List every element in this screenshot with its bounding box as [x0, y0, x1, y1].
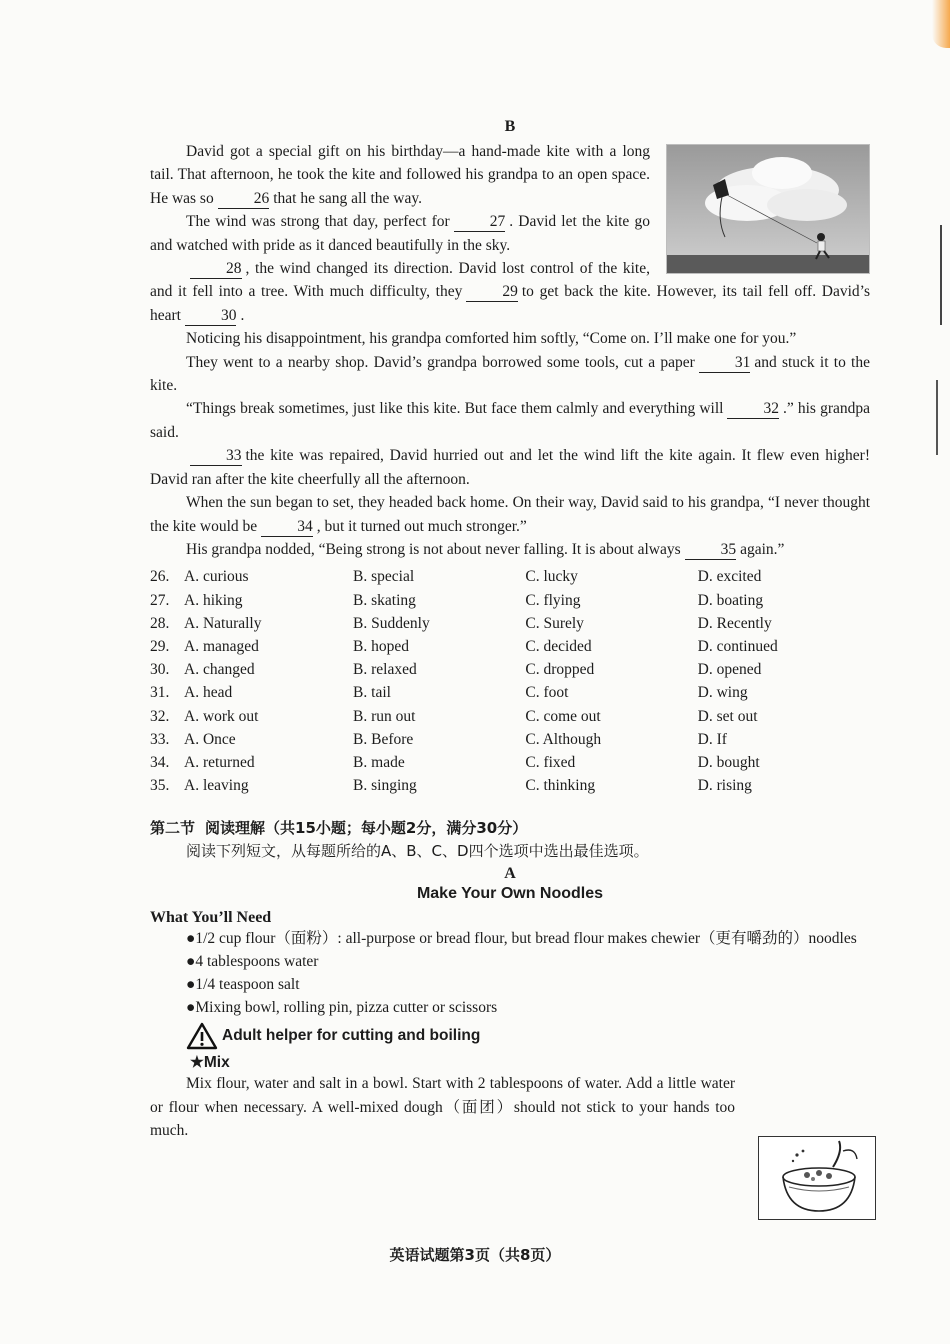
- option-c: C. foot: [525, 684, 569, 702]
- section-2-instruction: 阅读下列短文，从每题所给的A、B、C、D四个选项中选出最佳选项。: [186, 842, 649, 861]
- option-row: [150, 774, 870, 797]
- blank-26: 26: [218, 190, 270, 209]
- scan-edge-mark: [936, 380, 938, 455]
- option-b: B. made: [353, 753, 405, 771]
- page-edge-highlight: [932, 0, 950, 48]
- option-d: D. excited: [697, 568, 762, 586]
- option-row: [150, 658, 870, 681]
- option-b: B. special: [353, 568, 415, 586]
- option-d: D. If: [697, 730, 727, 748]
- passage-b-paragraph-5: They went to a nearby shop. David’s grandpa borrowed some tools, cut a paper 31 and stuck it to the kite.: [150, 353, 870, 395]
- blank-32: 32: [727, 400, 779, 419]
- mixing-bowl-illustration: [758, 1136, 876, 1220]
- option-b: B. run out: [353, 707, 416, 725]
- option-row: [150, 728, 870, 751]
- option-a: A. work out: [184, 707, 259, 725]
- blank-29: 29: [466, 283, 518, 302]
- cloze-options: [150, 565, 870, 797]
- option-row: [150, 705, 870, 728]
- option-a: A. managed: [184, 637, 259, 655]
- passage-b-letter: B: [504, 118, 516, 135]
- question-number: 34.: [150, 753, 170, 771]
- ingredient-item: ●1/2 cup flour（面粉）: all-purpose or bread flour, but bread flour makes chewier（更有嚼劲的）noodles: [186, 930, 857, 948]
- blank-31: 31: [699, 354, 751, 373]
- exam-page: [150, 118, 870, 1143]
- passage-b-paragraph-8: When the sun began to set, they headed back home. On their way, David said to his grandpa, “I never thought the kite would be 34 , but it turned out much stronger.”: [150, 494, 870, 535]
- passage-a-title: Make Your Own Noodles: [416, 885, 604, 903]
- blank-27: 27: [454, 213, 506, 232]
- blank-33: 33: [190, 447, 242, 466]
- adult-helper-warning: [186, 1019, 870, 1053]
- question-number: 33.: [150, 730, 170, 748]
- option-d: D. bought: [697, 753, 760, 771]
- mix-heading: ★Mix: [190, 1054, 230, 1072]
- blank-35: 35: [685, 541, 737, 560]
- option-b: B. Suddenly: [353, 614, 430, 632]
- section-2-subtitle: 阅读理解（共15小题；每小题2分，满分30分）: [205, 819, 528, 838]
- option-d: D. set out: [697, 707, 758, 725]
- option-a: A. leaving: [184, 777, 249, 795]
- option-c: C. thinking: [525, 777, 596, 795]
- passage-b-paragraph-2: The wind was strong that day, perfect for 27 . David let the kite go and watched with pride as it danced beautifully in the sky.: [150, 213, 650, 254]
- question-number: 26.: [150, 568, 170, 586]
- option-a: A. Naturally: [184, 614, 262, 632]
- question-number: 32.: [150, 707, 170, 725]
- passage-b-paragraph-4: Noticing his disappointment, his grandpa comforted him softly, “Come on. I’ll make one for you.”: [186, 330, 797, 348]
- question-number: 31.: [150, 684, 170, 702]
- option-a: A. changed: [184, 661, 255, 679]
- option-a: A. head: [184, 684, 233, 702]
- option-row: [150, 751, 870, 774]
- option-row: [150, 565, 870, 588]
- option-row: [150, 589, 870, 612]
- warning-icon: [186, 1022, 218, 1050]
- option-c: C. dropped: [525, 661, 595, 679]
- passage-b-paragraph-1: David got a special gift on his birthday—a hand-made kite with a long tail. That afternoon, he took the kite and followed his grandpa to an open space. He was so 26 that he sang all the way.: [150, 143, 650, 207]
- blank-28: 28: [190, 260, 242, 279]
- scan-edge-mark: [940, 225, 942, 325]
- option-d: D. Recently: [697, 614, 772, 632]
- option-a: A. returned: [184, 753, 255, 771]
- option-d: D. continued: [697, 637, 778, 655]
- option-b: B. Before: [353, 730, 414, 748]
- blank-30: 30: [185, 307, 237, 326]
- option-b: B. hoped: [353, 637, 410, 655]
- passage-b-paragraph-7: 33 the kite was repaired, David hurried out and let the wind lift the kite again. It flew even higher! David ran after the kite cheerfully all the afternoon.: [150, 447, 870, 488]
- option-b: B. skating: [353, 591, 416, 609]
- question-number: 30.: [150, 661, 170, 679]
- option-c: C. decided: [525, 637, 592, 655]
- option-a: A. hiking: [184, 591, 243, 609]
- option-d: D. opened: [697, 661, 762, 679]
- option-d: D. boating: [697, 591, 764, 609]
- option-c: C. come out: [525, 707, 601, 725]
- section-2-heading: [150, 817, 870, 838]
- option-c: C. Surely: [525, 614, 584, 632]
- passage-b-paragraph-9: His grandpa nodded, “Being strong is not about never falling. It is about always 35 again.”: [186, 540, 785, 558]
- option-c: C. flying: [525, 591, 581, 609]
- option-b: B. tail: [353, 684, 391, 702]
- option-d: D. wing: [697, 684, 748, 702]
- blank-34: 34: [261, 518, 313, 537]
- option-a: A. curious: [184, 568, 249, 586]
- need-heading: What You’ll Need: [150, 909, 272, 927]
- section-2-title: 第二节: [150, 819, 196, 838]
- option-a: A. Once: [184, 730, 236, 748]
- option-c: C. Although: [525, 730, 602, 748]
- option-row: [150, 635, 870, 658]
- warning-text: Adult helper for cutting and boiling: [222, 1027, 481, 1045]
- option-d: D. rising: [697, 777, 752, 795]
- option-b: B. relaxed: [353, 661, 417, 679]
- passage-b-paragraph-6: “Things break sometimes, just like this kite. But face them calmly and everything will 32 .” his grandpa said.: [150, 400, 871, 441]
- question-number: 27.: [150, 591, 170, 609]
- page-footer: 英语试题第3页（共8页）: [389, 1246, 561, 1264]
- passage-a-letter: A: [504, 865, 516, 883]
- option-b: B. singing: [353, 777, 417, 795]
- question-number: 28.: [150, 614, 170, 632]
- option-row: [150, 681, 870, 704]
- ingredient-item: ●Mixing bowl, rolling pin, pizza cutter or scissors: [186, 999, 498, 1017]
- option-c: C. fixed: [525, 753, 576, 771]
- mix-paragraph: Mix flour, water and salt in a bowl. Start with 2 tablespoons of water. Add a little water or flour when necessary. A well-mixed dough（面团）should not stick to your hands too much.: [150, 1075, 735, 1140]
- ingredient-item: ●1/4 teaspoon salt: [186, 976, 300, 994]
- option-c: C. lucky: [525, 568, 578, 586]
- question-number: 29.: [150, 637, 170, 655]
- passage-b-paragraph-3: 28 , the wind changed its direction. David lost control of the kite, and it fell into a tree. With much difficulty, they 29 to get back the kite. However, its tail fell off. David’s heart 30 .: [150, 260, 870, 324]
- kite-photo: [666, 144, 870, 274]
- ingredient-item: ●4 tablespoons water: [186, 953, 319, 971]
- question-number: 35.: [150, 777, 170, 795]
- option-row: [150, 612, 870, 635]
